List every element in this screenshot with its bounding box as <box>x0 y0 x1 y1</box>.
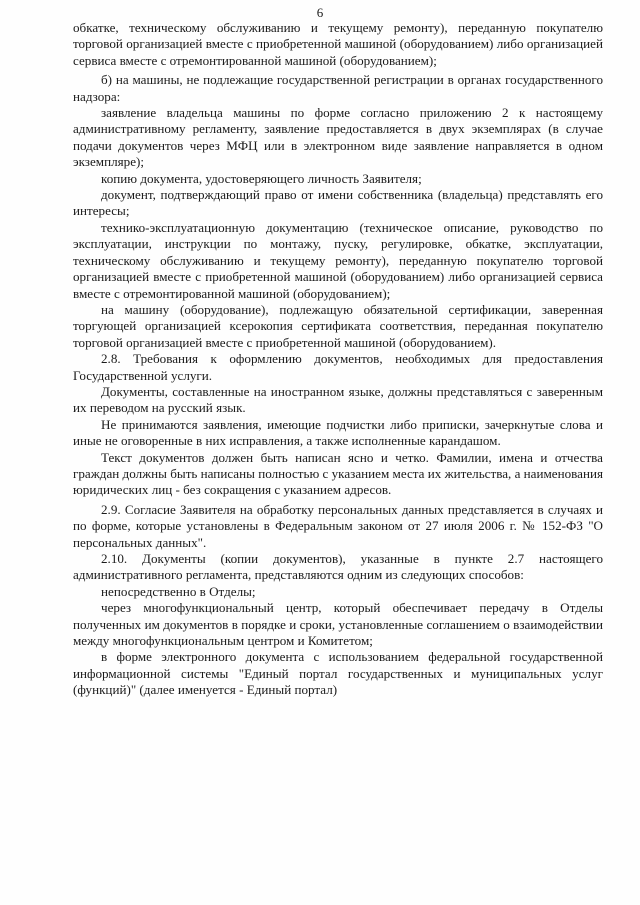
paragraph: непосредственно в Отделы; <box>101 583 256 599</box>
paragraph: на машину (оборудование), подлежащую обязательной сертификации, заверенная торгующей организацией ксерокопия сертификата соответствия, переданная покупателю торговой организацией вместе с приобретенной машиной (оборудованием). <box>73 301 603 350</box>
paragraph: через многофункциональный центр, который обеспечивает передачу в Отделы полученных им документов в порядке и сроки, установленные соглашением о взаимодействии между многофункциональным центром и Комитетом; <box>73 600 603 649</box>
paragraph: обкатке, техническому обслуживанию и текущему ремонту), переданную покупателю торговой организацией вместе с приобретенной машиной (оборудованием) либо организацией сервиса вместе с отремонтированной машиной (оборудованием); <box>73 20 603 68</box>
paragraph: Текст документов должен быть написан ясно и четко. Фамилии, имена и отчества граждан должны быть написаны полностью с указанием места их жительства, а наименования юридических лиц - без сокращения с указанием адресов. <box>73 449 603 498</box>
paragraph: б) на машины, не подлежащие государственной регистрации в органах государственного надзора: <box>73 72 603 104</box>
paragraph: заявление владельца машины по форме согласно приложению 2 к настоящему административному регламенту, заявление предоставляется в двух экземплярах (в случае подачи документов через МФЦ или в электронном виде заявление направляется в одном экземпляре); <box>73 105 603 170</box>
paragraph: копию документа, удостоверяющего личность Заявителя; <box>101 170 422 186</box>
paragraph: документ, подтверждающий право от имени собственника (владельца) представлять его интересы; <box>73 187 603 219</box>
paragraph: Не принимаются заявления, имеющие подчистки либо приписки, зачеркнутые слова и иные не оговоренные в них исправления, а также исполненные карандашом. <box>73 416 603 449</box>
paragraph: технико-эксплуатационную документацию (техническое описание, руководство по эксплуатации, инструкции по монтажу, пуску, регулировке, обкатке, эксплуатации, техническому обслуживанию и текущему ремонту), переданную покупателю торговой организацией вместе с приобретенной машиной (оборудованием) либо организацией сервиса вместе с отремонтированной машиной (оборудованием); <box>73 219 603 301</box>
document-body <box>73 20 603 699</box>
page-number: 6 <box>316 5 324 20</box>
paragraph: 2.9. Согласие Заявителя на обработку персональных данных представляется в случаях и по форме, которые установлены в Федеральным законом от 27 июля 2006 г. № 152-ФЗ "О персональных данных". <box>73 501 603 550</box>
paragraph: 2.10. Документы (копии документов), указанные в пункте 2.7 настоящего административного регламента, представляются одним из следующих способов: <box>73 551 603 583</box>
paragraph: Документы, составленные на иностранном языке, должны представляться с заверенным их переводом на русский язык. <box>73 383 603 416</box>
paragraph: в форме электронного документа с использованием федеральной государственной информационной системы "Единый портал государственных и муниципальных услуг (функций)" (далее именуется - Единый портал) <box>73 649 603 698</box>
paragraph: 2.8. Требования к оформлению документов, необходимых для предоставления Государственной услуги. <box>73 351 603 383</box>
